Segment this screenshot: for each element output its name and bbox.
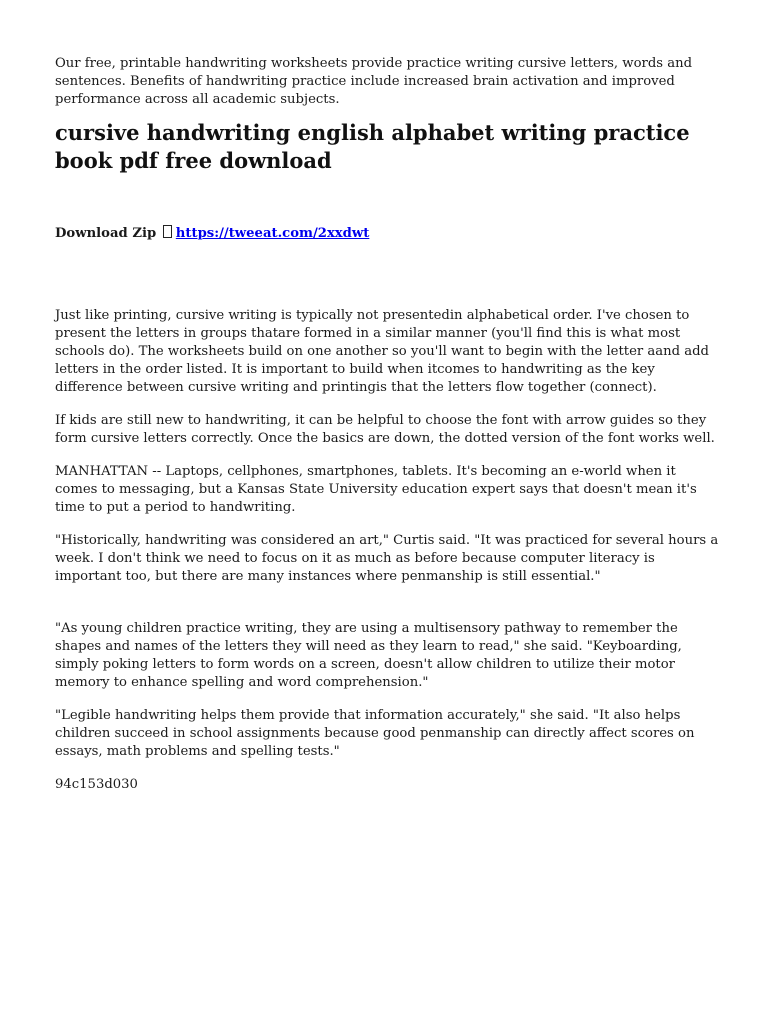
download-line [55, 225, 720, 243]
download-link[interactable]: https://tweeat.com/2xxdwt [175, 226, 370, 241]
document-code: 94c153d030 [55, 777, 138, 792]
download-label: Download Zip [55, 226, 157, 241]
article-body [55, 307, 720, 794]
paragraph-5: "As young children practice writing, they are using a multisensory pathway to remember the shapes and names of the letters they will need as they learn to read," she said. "Keyboarding, simply poking letters to form words on a screen, doesn't allow children to utilize their motor memory to enhance spelling and word comprehension." [55, 621, 682, 690]
paragraph-6: "Legible handwriting helps them provide that information accurately," she said. "It also helps children succeed in school assignments because good penmanship can directly affect scores on essays, math problems and spelling tests." [55, 708, 695, 759]
page-title: cursive handwriting english alphabet writing practice book pdf free download [55, 120, 690, 173]
paragraph-1: Just like printing, cursive writing is typically not presentedin alphabetical order. I've chosen to present the letters in groups thatare formed in a similar manner (you'll find this is what most schools do). The worksheets build on one another so you'll want to begin with the letter aand add letters in the order listed. It is important to build when itcomes to handwriting as the key difference between cursive writing and printingis that the letters flow together (connect). [55, 308, 709, 395]
paragraph-4: "Historically, handwriting was considered an art," Curtis said. "It was practiced for several hours a week. I don't think we need to focus on it as much as before because computer literacy is important too, but there are many instances where penmanship is still essential." [55, 533, 719, 584]
intro-paragraph: Our free, printable handwriting worksheets provide practice writing cursive letters, words and sentences. Benefits of handwriting practice include increased brain activation and improved performance across all academic subjects. [55, 56, 693, 107]
box-glyph-icon [163, 225, 172, 238]
paragraph-3: MANHATTAN -- Laptops, cellphones, smartphones, tablets. It's becoming an e-world when it comes to messaging, but a Kansas State University education expert says that doesn't mean it's time to put a period to handwriting. [55, 464, 697, 515]
document-page [55, 55, 720, 809]
paragraph-2: If kids are still new to handwriting, it can be helpful to choose the font with arrow guides so they form cursive letters correctly. Once the basics are down, the dotted version of the font works well. [55, 413, 715, 446]
